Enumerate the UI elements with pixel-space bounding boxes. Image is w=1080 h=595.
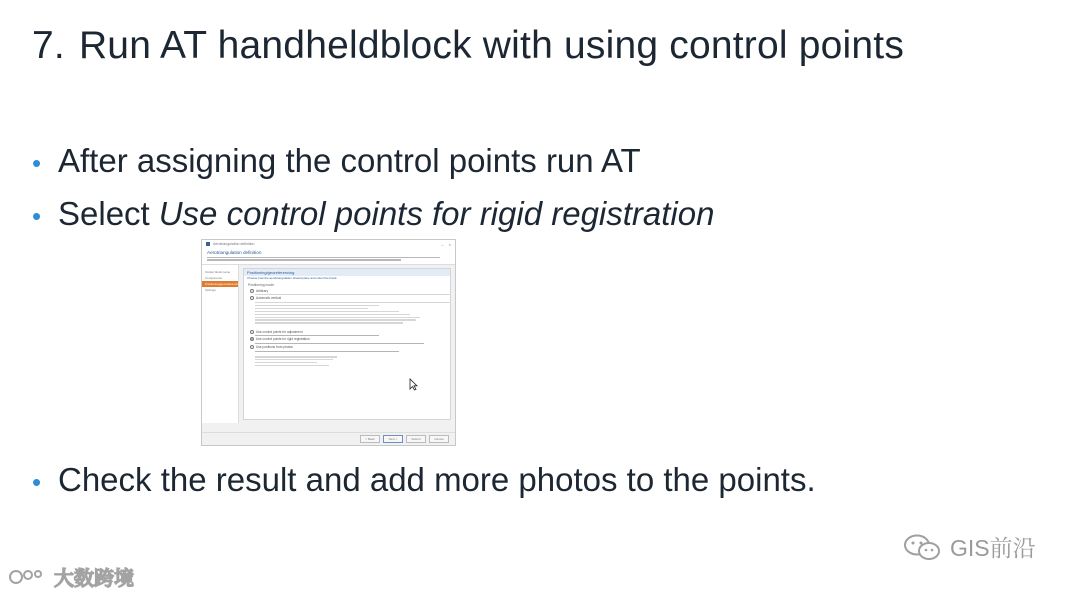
option-description: [255, 305, 379, 306]
dialog-header-title: Aerotriangulation definition: [207, 250, 262, 255]
option-control-points-rigid[interactable]: [244, 336, 450, 341]
bullet-emphasis: Use control points for rigid registration: [158, 195, 715, 232]
nav-item-output-block[interactable]: Output block name: [205, 269, 231, 274]
minimize-icon[interactable]: –: [441, 241, 444, 247]
dialog-description-line: [207, 259, 401, 260]
nav-item-settings[interactable]: Settings: [205, 287, 216, 292]
mouse-cursor-icon: [409, 378, 418, 391]
bullet-item-2: [32, 195, 714, 233]
option-description: [255, 322, 403, 323]
next-button[interactable]: Next >: [383, 435, 403, 443]
option-description: [255, 365, 329, 366]
slide-title-text: Run AT handheldblock with using control points: [78, 24, 905, 67]
radio-selected-icon[interactable]: [250, 337, 254, 341]
option-description: [255, 356, 337, 357]
slide-title-number: 7.: [32, 24, 65, 67]
option-label: Use control points for adjustment: [256, 329, 303, 334]
option-description: [255, 317, 420, 318]
dialog-nav: [202, 265, 239, 423]
option-description: [255, 362, 317, 363]
watermark-logo-icon: [8, 566, 48, 588]
app-icon: [206, 242, 210, 246]
cancel-button[interactable]: Cancel: [429, 435, 449, 443]
close-icon[interactable]: ×: [448, 241, 451, 247]
option-label: Use positions from photos: [256, 345, 293, 350]
back-button[interactable]: < Back: [360, 435, 380, 443]
option-description: [255, 311, 399, 312]
option-automatic-vertical[interactable]: [244, 295, 450, 300]
nav-item-components[interactable]: Components: [205, 275, 223, 280]
watermark-left-text: 大数跨境: [54, 568, 134, 590]
watermark-right-text: GIS前沿: [950, 535, 1036, 561]
radio-icon[interactable]: [250, 330, 254, 334]
slide-title: [32, 24, 904, 68]
option-label: Use control points for rigid registration: [256, 337, 310, 342]
option-description: [255, 302, 450, 303]
dialog-header: [202, 248, 455, 265]
bullet-item-1: [32, 142, 641, 180]
dialog-footer: [202, 432, 455, 445]
bullet-text: Select: [58, 195, 150, 232]
bullet-dot-icon: •: [32, 467, 42, 497]
option-control-points-adjustment[interactable]: [244, 329, 450, 334]
bullet-dot-icon: •: [32, 201, 42, 231]
radio-icon[interactable]: [250, 345, 254, 349]
submit-button[interactable]: Submit: [406, 435, 426, 443]
dialog-description-line: [207, 257, 440, 258]
option-description: [255, 359, 333, 360]
option-description: [255, 314, 410, 315]
watermark-right: [902, 530, 1036, 563]
radio-icon[interactable]: [250, 289, 254, 293]
option-description: [255, 319, 416, 320]
option-description: [255, 351, 399, 352]
option-description: [255, 308, 368, 309]
radio-icon[interactable]: [250, 296, 254, 300]
positioning-panel: [243, 268, 451, 420]
bullet-text: Check the result and add more photos to the points.: [58, 461, 816, 498]
option-arbitrary[interactable]: [244, 288, 450, 293]
bullet-dot-icon: •: [32, 148, 42, 178]
positioning-mode-label: Positioning mode: [248, 282, 275, 287]
nav-item-positioning[interactable]: Positioning/georeferencing: [202, 281, 238, 287]
bullet-text: After assigning the control points run AT: [58, 142, 641, 179]
panel-subtitle: Choose how the aerotriangulation should place and orient the block.: [247, 275, 338, 280]
aerotriangulation-dialog-screenshot: [201, 239, 456, 446]
panel-title: Positioning/georeferencing: [244, 269, 450, 276]
option-positions-from-photos[interactable]: [244, 344, 450, 349]
watermark-left: [8, 562, 134, 591]
dialog-titlebar: [202, 240, 455, 248]
option-label: Automatic vertical: [256, 296, 282, 301]
option-label: Arbitrary: [256, 288, 269, 293]
wechat-icon: [902, 532, 944, 562]
bullet-item-3: [32, 461, 816, 499]
window-controls: [441, 242, 451, 247]
dialog-window-title: Aerotriangulation definition: [213, 242, 255, 246]
